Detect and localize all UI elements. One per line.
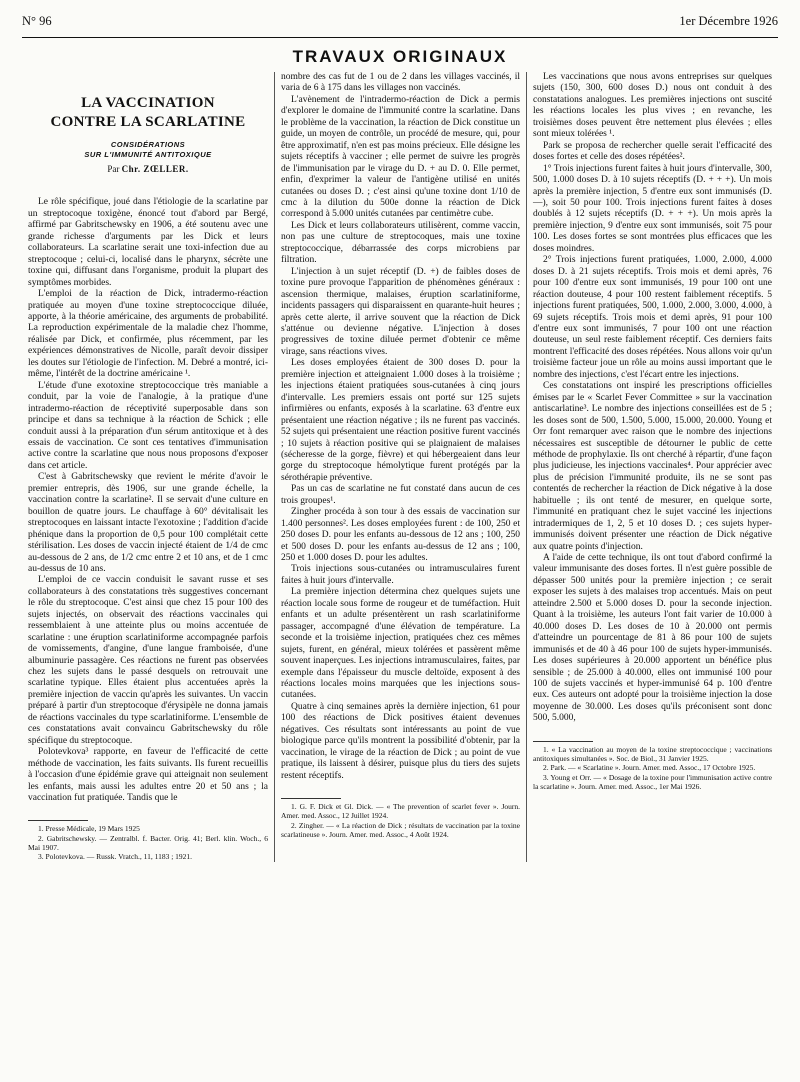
issue-number: N° 96 <box>22 14 52 28</box>
paragraph: nombre des cas fut de 1 ou de 2 dans les villages vaccinés, il varia de 6 à 175 dans les villages non vaccinés. <box>281 72 520 94</box>
article-title-line-2: CONTRE LA SCARLATINE <box>50 114 246 130</box>
paragraph: L'injection à un sujet réceptif (D. +) de faibles doses de toxine pure provoque l'apparition de phénomènes généraux : ascension thermique, malaises, éruption scarlatiniforme, incidents passagers qui disparaissent en quarante-huit heures ; après cette alerte, il arrive souvent que la réaction de Dick s'atténue ou devienne négative. L'injection à doses progressives de toxine diluée permet d'obtenir ce même virage, sans réactions vives. <box>281 266 520 357</box>
article-columns <box>22 72 778 862</box>
column-3 <box>526 72 778 862</box>
paragraph: Pas un cas de scarlatine ne fut constaté dans aucun de ces trois groupes¹. <box>281 484 520 506</box>
header-rule <box>22 37 778 38</box>
author-name: Chr. ZŒLLER. <box>121 164 189 174</box>
paragraph: A l'aide de cette technique, ils ont tout d'abord confirmé la valeur immunisante des doses fortes. Il n'est guère possible de dépasser 500 unités pour la première injection ; ce serait exposer les sujets à des malaises trop accentués. Mais on peut atteindre 2.500 et 5.000 doses D. pour la seconde injection. Quant à la troisième, les auteurs l'ont fait varier de 10.000 à 40.000 doses D. Les doses de 10 à 20.000 ont permis d'atteindre un pourcentage de 81 à 86 pour 100 de sujets immunisés et de 40 à 46 pour 100 de sujets hyper-immunisés. Les doses supérieures à 20.000 apportent un bénéfice plus sensible ; de 25.000 à 40.000, elles ont immunisé 100 pour 100 de sujets vaccinés et hyper-immunisé 64 p. 100 d'entre eux. Ces auteurs ont adopté pour la troisième injection la dose moyenne de 30.000. Les doses qu'ils préconisent sont donc 500, 5.000, <box>533 553 772 724</box>
issue-date: 1er Décembre 1926 <box>679 14 778 28</box>
footnote: 1. « La vaccination au moyen de la toxine streptococcique ; vaccinations antitoxiques simultanées ». Soc. de Biol., 31 Janvier 1925. <box>533 744 772 764</box>
footnote: 3. Young et Orr. — « Dosage de la toxine pour l'immunisation active contre la scarlatine ». Journ. Amer. med. Assoc., 1er Mai 1926. <box>533 772 772 792</box>
footnote: 3. Polotevkova. — Russk. Vratch., 11, 1183 ; 1921. <box>38 852 193 862</box>
author-prefix: Par <box>107 164 120 174</box>
running-header <box>22 14 778 34</box>
paragraph: 1° Trois injections furent faites à huit jours d'intervalle, 300, 500, 1.000 doses D. à 10 sujets réceptifs (D. + + +). Un mois après la première injection, 5 d'entre eux sont immunisés (D. —), soit 50 pour 100. Trois injections furent faites à doses doublés à 12 sujets réceptifs (D. + + +). Un mois après la première injection, 9 d'entre eux sont immunisés, soit 75 pour 100. Les doses fortes se sont montrées plus efficaces que les doses moindres. <box>533 163 772 254</box>
article-subtitle-line-1: CONSIDÉRATIONS <box>110 140 186 149</box>
article-title-line-1: LA VACCINATION <box>81 95 215 111</box>
paragraph: Le rôle spécifique, joué dans l'étiologie de la scarlatine par un streptocoque toxigène, énoncé tout d'abord par Bergé, affirmé par Gabritschewsky en 1906, a été soutenu avec une grande richesse d'arguments par les Dick et leurs collaborateurs. La scarlatine serait une toxi-infection due au streptocoque ; celui-ci, localisé dans le pharynx, sécrète une toxine qui, diffusant dans l'organisme, produit la plupart des symptômes morbides. <box>28 197 268 288</box>
footnote: 2. Park. — « Scarlatine ». Journ. Amer. med. Assoc., 17 Octobre 1925. <box>543 763 756 773</box>
column-1 <box>22 72 274 862</box>
article-author <box>28 164 268 175</box>
column-2 <box>274 72 526 862</box>
paragraph: Zingher procéda à son tour à des essais de vaccination sur 1.400 personnes². Les doses employées furent : de 100, 250 et 250 doses D. pour les enfants au-dessous de 12 ans ; 100, 250 et 500 doses D. pour les enfants au-dessus de 12 ans ; 100, 250 et 1.000 doses D. pour les adultes. <box>281 507 520 564</box>
paragraph: L'emploi de ce vaccin conduisit le savant russe et ses collaborateurs à des constatations très suggestives concernant le rôle du streptocoque. C'est ainsi que chez 15 pour 100 des sujets injectés, on observait des réactions vaccinales qui ressemblaient à une atteinte plus ou moins accentuée de scarlatine : une éruption scarlatiniforme accompagnée parfois de vomissements, d'angine, d'une langue framboisée, d'une albuminurie passagère. Ces réactions ne furent pas observées chez les sujets dans le passé desquels on retrouvait une scarlatine typique. Elles étaient plus accentuées après la première injection de vaccin qu'après les suivantes. Un vaccin préparé à partir d'un streptocoque d'érysipèle ne donna jamais de réactions vaccinales du type scarlatiniforme. L'ensemble de ces constatations avait convaincu Gabritschewsky du rôle spécifique du streptocoque. <box>28 575 268 746</box>
footnote-rule <box>281 798 341 799</box>
article-title <box>28 94 268 132</box>
footnote-rule <box>533 741 593 742</box>
section-title: TRAVAUX ORIGINAUX <box>292 47 508 66</box>
paragraph: C'est à Gabritschewsky que revient le mérite d'avoir le premier entrepris, dès 1906, sur une grande échelle, la vaccination contre la scarlatine². Il se servait d'une culture en bouillon de quatre jours. Le chauffage à 60° dévitalisait les streptocoques en laissant intacte l'exotoxine ; l'addition d'acide phénique dans la proportion de 0,5 pour 100 complétait cette stérilisation. Les doses de vaccin injecté étaient de 1/4 de cmc au-dessous de 2 ans, de 1/2 cmc entre 2 et 10 ans, et de 1 cmc au-dessus de 10 ans. <box>28 472 268 574</box>
paragraph: Les vaccinations que nous avons entreprises sur quelques sujets (150, 300, 600 doses D.) nous ont conduit à des constatations analogues. Les premières injections ont suscité les réactions locales les plus vives ; en revanche, les troisièmes doses peuvent être nettement plus élevées ; elles sont mieux tolérées ¹. <box>533 72 772 140</box>
footnote-rule <box>28 820 88 821</box>
paragraph: Park se proposa de rechercher quelle serait l'efficacité des doses fortes et celle des doses répétées². <box>533 140 772 163</box>
article-subtitle <box>28 140 268 160</box>
paragraph: L'avènement de l'intradermo-réaction de Dick a permis d'explorer le domaine de l'immunité contre la scarlatine. Dans le problème de la vaccination, la réaction de Dick constitue un guide, un moyen de contrôle, un procédé de mesure, qui, pour être approximatif, n'en est pas moins précieux. Elle désigne les sujets réceptifs à vacciner ; elle permet de suivre les progrès de l'immunisation par le virage du D. + au D. 0. Elle permet, enfin, d'exprimer la valeur de l'antigène utilisé en unités cutanées ou doses D. ; c'est ainsi qu'une toxine dont 1/10 de cmc à la dilution du 500e donne la réaction de Dick correspond à 5.000 unités cutanées par centimètre cube. <box>281 94 520 220</box>
footnote: 1. G. F. Dick et Gl. Dick. — « The prevention of scarlet fever ». Journ. Amer. med. Assoc., 12 Juillet 1924. <box>281 802 520 821</box>
article-subtitle-line-2: SUR L'IMMUNITÉ ANTITOXIQUE <box>84 150 212 159</box>
paragraph: L'emploi de la réaction de Dick, intradermo-réaction pratiquée au moyen d'une toxine streptococcique diluée, apporte, à la théorie américaine, des arguments de probabilité. La reproduction expérimentale de la maladie chez l'homme, réalisée par Dick, et confirmée, plus récemment, par les expériences démonstratives de Nicolle, paraît devoir dissiper les doutes sur l'étiologie de l'infection. M. Debré a montré, ici-même, l'intérêt de la doctrine américaine ¹. <box>28 289 268 380</box>
paragraph: L'étude d'une exotoxine streptococcique très maniable a conduit, par la voie de l'analogie, à la pratique d'une intradermo-réaction de réceptivité superposable dans son principe et dans sa technique à la réaction de Schick ; elle conduit aussi à la préparation d'un sérum antitoxique et à des essais de vaccination. Ce sont ces tentatives d'immunisation active contre la scarlatine que nous nous proposons d'exposer dans cet article. <box>28 380 268 471</box>
paragraph: Ces constatations ont inspiré les prescriptions officielles émises par le « Scarlet Fever Committee » sur la vaccination antiscarlatine³. Le nombre des injections conseillées est de 5 ; les doses sont de 500, 1.500, 5.000, 15.000, 20.000. Young et Orr font remarquer avec raison que le nombre des injections nécessaires est susceptible de détourner le public de cette méthode de prophylaxie. Ils ont cherché à répartir, d'une façon plus judicieuse, les injections vaccinales⁴. Pour apprécier avec plus de précision l'immunité produite, ils ne se sont pas contentés de rechercher la réaction de Dick négative à la dose habituelle ; ils ont tenté de mesurer, en quelque sorte, l'immunité en pratiquant chez le sujet vacciné les injections intradermiques de 1, 2, 5 et 10 doses D. ; ces sujets hyper-immunisés doivent présenter une réaction de Dick négative aux quatre points d'injection. <box>533 381 772 552</box>
footnote: 2. Zingher. — « La réaction de Dick ; résultats de vaccination par la toxine scarlatineuse ». Journ. Amer. med. Assoc., 4 Août 1924. <box>281 820 520 839</box>
paragraph: Les doses employées étaient de 300 doses D. pour la première injection et atteignaient 1.000 doses à la troisième ; les injections étaient pratiquées sous-cutanées à cinq jours d'intervalle. Les premiers essais ont porté sur 125 sujets infirmières ou enfants, exposés à la scarlatine. 63 d'entre eux présentaient une réaction négative ; ils ne furent pas vaccinés. 52 sujets qui présentaient une réaction positive furent vaccinés ; 10 sujets à réaction positive qui se plaignaient de malaises (sécheresse de la gorge, fièvre) et qui hébergeaient dans leur gorge du streptocoque hémolytique furent protégés par la sérothérapie préventive. <box>281 358 520 483</box>
paragraph: Trois injections sous-cutanées ou intramusculaires furent faites à huit jours d'intervalle. <box>281 564 520 586</box>
footnote: 2. Gabritschewsky. — Zentralbl. f. Bacter. Orig. 41; Berl. klin. Woch., 6 Mai 1907. <box>28 833 268 853</box>
paragraph: Quatre à cinq semaines après la dernière injection, 61 pour 100 des réactions de Dick positives étaient devenues négatives. Ces résultats sont intéressants au point de vue biologique parce qu'ils montrent la possibilité d'obtenir, par la vaccination, le virage de la réaction de Dick ; au point de vue pratique, ils laissent à désirer, puisque plus du tiers des sujets restent réceptifs. <box>281 701 520 781</box>
paragraph: Les Dick et leurs collaborateurs utilisèrent, comme vaccin, non pas une culture de streptocoques, mais une toxine streptococcique, débarrassée des corps microbiens par filtration. <box>281 220 520 266</box>
paragraph: La première injection détermina chez quelques sujets une réaction locale sous forme de rougeur et de tuméfaction. Huit enfants et un adulte présentèrent un rash scarlatiniforme passager, accompagné d'une élévation de température. La seconde et la troisième injection, pratiquées chez ces mêmes sujets, furent, en général, mieux tolérées et passèrent même souvent inaperçues. Les injections intramusculaires, faites, par exemple dans l'épaisseur du muscle deltoïde, exposent à des réactions locales moins marquées que les injections sous-cutanées. <box>281 587 520 701</box>
paragraph: Polotevkova³ rapporte, en faveur de l'efficacité de cette méthode de vaccination, les faits suivants. Ils furent recueillis à l'occasion d'une épidémie grave qui atteignait non seulement les enfants, mais aussi les adultes entre 20 et 50 ans ; la vaccination fut pratiquée. Tandis que le <box>28 747 268 804</box>
footnote: 1. Presse Médicale, 19 Mars 1925 <box>38 824 140 834</box>
paragraph: 2° Trois injections furent pratiquées, 1.000, 2.000, 4.000 doses D. à 21 sujets réceptifs. Trois mois et demi après, 76 pour 100 d'entre eux sont immunisés, 19 pour 100 ont une réaction douteuse, 4 pour 100 restent faiblement réceptifs. 5 injections furent pratiquées, 500, 1.000, 2.000, 3.000, 4.000, à 69 sujets réceptifs. Trois mois et demi après, 91 pour 100 d'entre eux sont immunisés, 7 pour 100 ont une réaction douteuse, un seul reste faiblement réceptif. Ces derniers faits montrent l'efficacité des doses répétées. Nous allons voir qu'un troisième facteur joue un rôle au moins aussi important que le nombre des injections, c'est l'écart entre les injections. <box>533 255 772 380</box>
